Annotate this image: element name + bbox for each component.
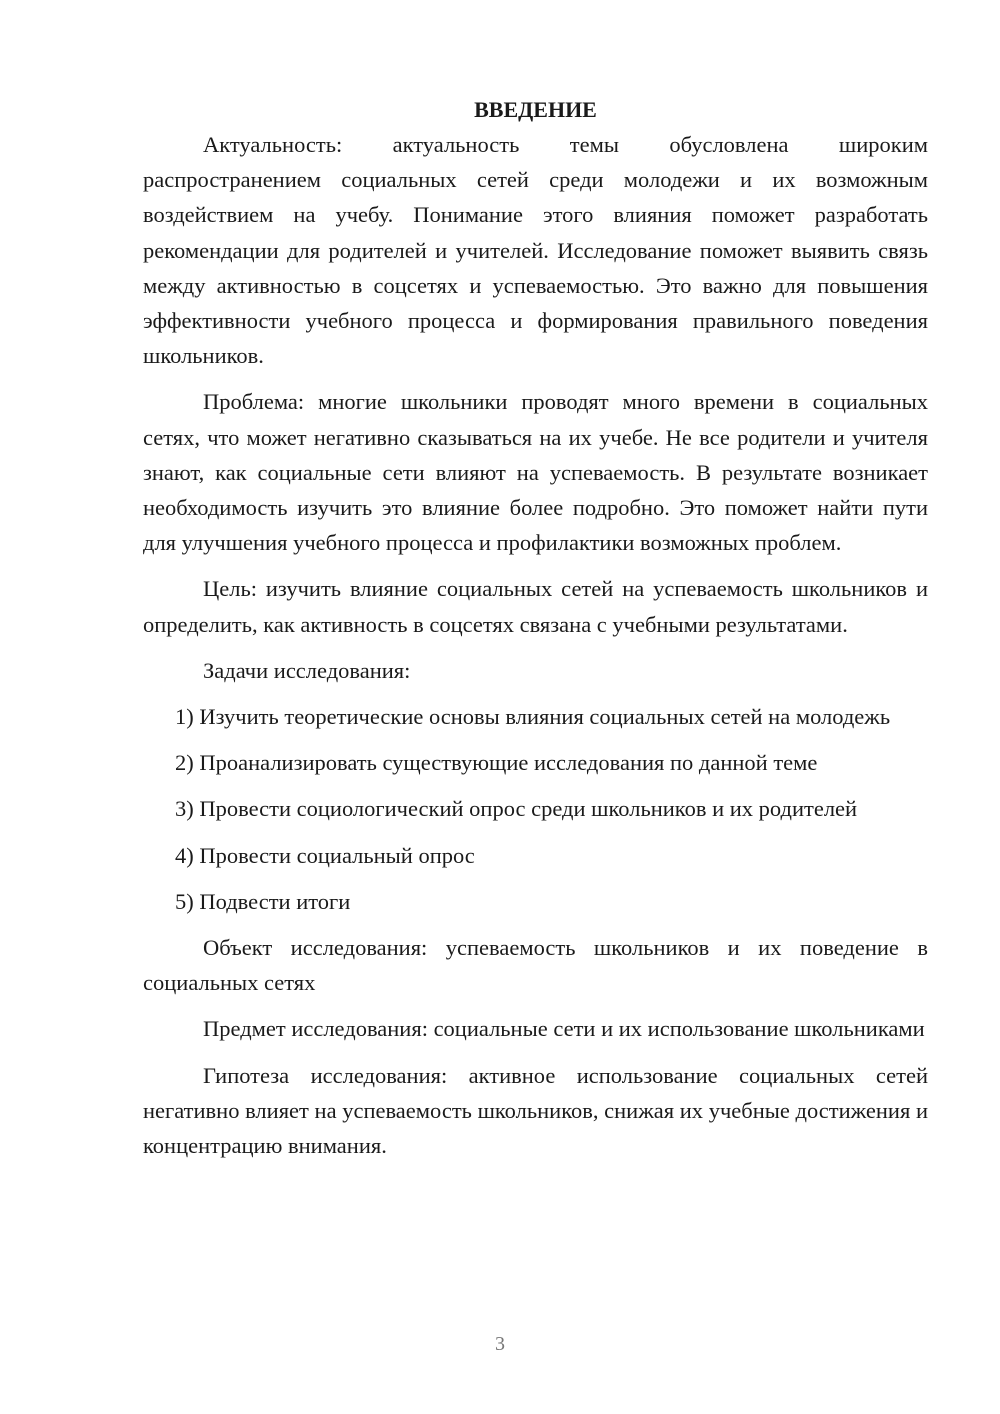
paragraph-relevance: Актуальность: актуальность темы обусловлена широким распространением социальных сетей среди молодежи и их возможным воздействием на учебу. Понимание этого влияния поможет разработать рекомендации для родителей и учителей. Исследование поможет выявить связь между активностью в соцсетях и успеваемостью. Это важно для повышения эффективности учебного процесса и формирования правильного поведения школьников. [143,132,928,369]
task-item-5: 5) Подвести итоги [175,888,351,914]
paragraph-subject: Предмет исследования: социальные сети и их использование школьниками [203,1016,925,1042]
paragraph-tasks-heading: Задачи исследования: [203,657,411,683]
document-page [143,95,928,1163]
task-item-3: 3) Провести социологический опрос среди школьников и их родителей [175,796,858,822]
paragraph-goal: Цель: изучить влияние социальных сетей на успеваемость школьников и определить, как активность в соцсетях связана с учебными результатами. [143,576,928,637]
task-item-4: 4) Провести социальный опрос [175,842,475,868]
paragraph-object: Объект исследования: успеваемость школьников и их поведение в социальных сетях [143,935,928,996]
task-item-2: 2) Проанализировать существующие исследования по данной теме [175,750,818,776]
paragraph-problem: Проблема: многие школьники проводят много времени в социальных сетях, что может негативно сказываться на их учебе. Не все родители и учителя знают, как социальные сети влияют на успеваемость. В результате возникает необходимость изучить это влияние более подробно. Это поможет найти пути для улучшения учебного процесса и профилактики возможных проблем. [143,389,928,556]
tasks-list [143,699,928,919]
document-title: ВВЕДЕНИЕ [474,97,597,122]
task-item-1: 1) Изучить теоретические основы влияния социальных сетей на молодежь [175,704,891,730]
page-number: 3 [495,1333,505,1355]
paragraph-hypothesis: Гипотеза исследования: активное использование социальных сетей негативно влияет на успеваемость школьников, снижая их учебные достижения и концентрацию внимания. [143,1062,928,1159]
